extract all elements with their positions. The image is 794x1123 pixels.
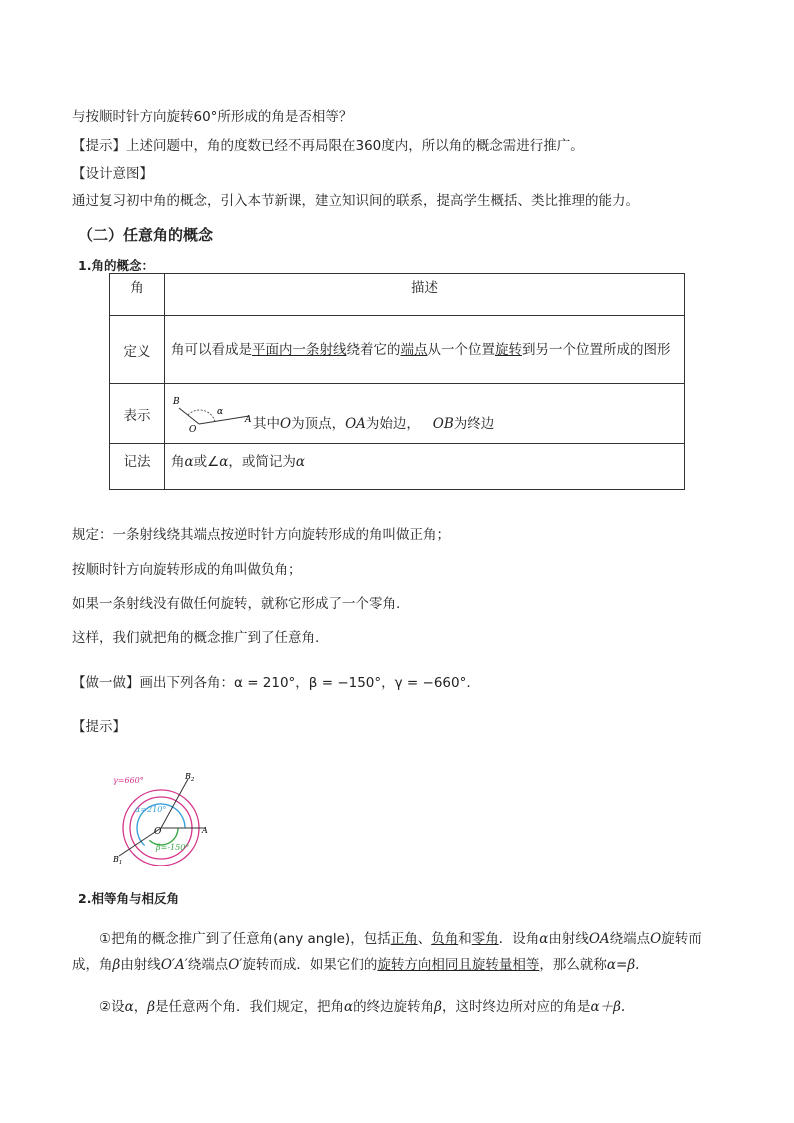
angle-diagram-small: [171, 394, 253, 434]
label-O-figure: O: [154, 827, 162, 837]
exercise-label: 【做一做】: [72, 675, 140, 691]
gamma-label: γ=660°: [113, 776, 144, 785]
label-A-figure: A: [202, 826, 208, 835]
label-B: B: [173, 396, 180, 407]
design-intent-text: 通过复习初中角的概念，引入本节新课，建立知识间的联系，提高学生概括、类比推理的能力。: [72, 193, 639, 209]
label-B1: $B_1$: [113, 855, 123, 866]
table-row-definition: [110, 316, 685, 384]
underline-plane-ray: 平面内一条射线: [252, 341, 347, 358]
underline-rotate: 旋转: [495, 341, 522, 358]
exercise-line: [72, 673, 471, 693]
angle-arc: [188, 409, 215, 421]
row-label-notation: 记法: [110, 444, 165, 490]
paragraph-angle-sum: ②设α，β是任意两个角．我们规定，把角α的终边旋转角β，这时终边所对应的角是α＋β.: [99, 999, 626, 1015]
section-title-arbitrary-angle: （二）任意角的概念: [78, 226, 214, 244]
row-label-definition: 定义: [110, 316, 165, 384]
beta-label: β=-150°: [156, 843, 190, 852]
rule-positive-angle: 规定：一条射线绕其端点按逆时针方向旋转形成的角叫做正角；: [72, 527, 450, 543]
ray-ob: [179, 408, 199, 424]
table-row-notation: [110, 444, 685, 490]
ray-oa: [199, 416, 249, 424]
representation-text: 其中O为顶点，OA为始边， OB为终边: [253, 415, 495, 432]
label-alpha: α: [217, 406, 224, 417]
definition-text-cell: 角可以看成是平面内一条射线绕着它的端点从一个位置旋转到另一个位置所成的图形: [165, 316, 685, 384]
underline-endpoint: 端点: [400, 341, 428, 358]
label-B2: $B_2$: [185, 772, 195, 783]
subsection-title-equal-opposite: 2.相等角与相反角: [78, 891, 179, 906]
rotation-angles-figure: [108, 768, 218, 866]
row-label-representation: 表示: [110, 384, 165, 444]
header-cell-angle: 角: [110, 274, 165, 316]
subsection-title-angle-concept: 1.角的概念：: [78, 258, 154, 273]
intro-question-line: 与按顺时针方向旋转60°所形成的角是否相等？: [72, 109, 353, 125]
rule-negative-angle: 按顺时针方向旋转形成的角叫做负角；: [72, 562, 302, 578]
table-header-row: [110, 274, 685, 316]
angle-definition-table: [109, 273, 685, 490]
label-A: A: [245, 414, 252, 425]
table-row-representation: [110, 384, 685, 444]
hint2-label: 【提示】: [72, 719, 126, 735]
exercise-text: 画出下列各角：α = 210°，β = −150°，γ = −660°.: [139, 675, 471, 691]
alpha-label: α=210°: [135, 805, 167, 814]
label-O: O: [189, 424, 197, 434]
hint-text: 上述问题中，角的度数已经不再局限在360度内，所以角的概念需进行推广。: [126, 138, 584, 154]
hint-label: 【提示】: [72, 138, 126, 154]
paragraph-equal-angles: ①把角的概念推广到了任意角(any angle)，包括正角、负角和零角．设角α由射线OA绕端点O旋转而成，角β由射线O′A′绕端点O′旋转而成．如果它们的旋转方向相同且旋转量相等，那么就称α=β.: [72, 931, 702, 973]
hint-paragraph: [72, 136, 584, 156]
header-cell-description: 描述: [165, 274, 685, 316]
rule-arbitrary-angle: 这样，我们就把角的概念推广到了任意角.: [72, 630, 320, 646]
representation-cell: [165, 384, 685, 444]
design-intent-label: 【设计意图】: [72, 166, 153, 182]
notation-cell: 角α或∠α，或简记为α: [165, 444, 685, 490]
rule-zero-angle: 如果一条射线没有做任何旋转，就称它形成了一个零角.: [72, 596, 401, 612]
